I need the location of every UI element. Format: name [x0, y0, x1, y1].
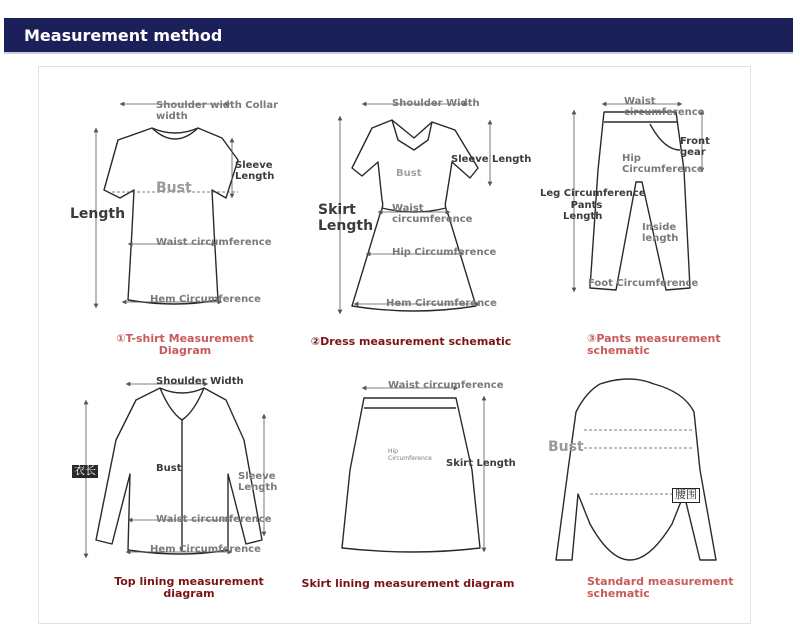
- dress-sleeve-label: Sleeve Length: [451, 154, 532, 165]
- standard-caption: Standard measurement schematic: [587, 575, 734, 600]
- top-caption: Top lining measurement diagram: [114, 575, 264, 600]
- pants-outline: [590, 112, 690, 290]
- top-length-label: 衣长: [74, 465, 96, 477]
- top-bust-label: Bust: [156, 463, 182, 474]
- skirt-caption: Skirt lining measurement diagram: [301, 577, 515, 590]
- tshirt-caption: ①T-shirt Measurement Diagram: [116, 332, 254, 357]
- top-waist-label: Waist circumference: [156, 514, 272, 525]
- skirt-hip-label: Hip Circumference: [388, 448, 432, 462]
- dress-hem-label: Hem Circumference: [386, 298, 497, 309]
- top-shoulder-label: Shoulder Width: [156, 376, 244, 387]
- skirt-length-label: Skirt Length: [446, 458, 516, 469]
- top-hem-label: Hem Circumference: [150, 544, 261, 555]
- skirt-outline: [342, 398, 480, 552]
- pants-length-label: Pants Length: [563, 200, 603, 222]
- dress-waist-label: Waist circumference: [392, 203, 473, 225]
- standard-waist-label: 腰围: [672, 488, 700, 503]
- pants-hip-label: Hip Circumference: [622, 153, 704, 175]
- standard-bust-label: Bust: [548, 439, 584, 455]
- dress-bust-label: Bust: [396, 168, 422, 179]
- tshirt-hem-label: Hem Circumference: [150, 294, 261, 305]
- tshirt-sleeve-label: Sleeve Length: [235, 160, 275, 182]
- dress-length-label: Skirt Length: [318, 202, 374, 234]
- tshirt-waist-label: Waist circumference: [156, 237, 272, 248]
- tshirt-bust-label: Bust: [156, 180, 192, 196]
- tshirt-length-label: Length: [70, 206, 126, 222]
- tshirt-shoulder-label: Shoulder width Collar width: [156, 100, 279, 122]
- page-title: Measurement method: [24, 26, 223, 45]
- pants-leg-label: Leg Circumference: [540, 188, 646, 199]
- pants-caption: ③Pants measurement schematic: [587, 332, 721, 357]
- dress-hip-label: Hip Circumference: [392, 247, 497, 258]
- top-sleeve-label: Sleeve Length: [238, 471, 278, 493]
- dress-shoulder-label: Shoulder Width: [392, 98, 480, 109]
- body-outline: [556, 379, 716, 560]
- pants-waist-label: Waist circumference: [624, 96, 705, 118]
- pants-front-gear-label: Front gear: [680, 136, 710, 158]
- pants-pocket: [650, 124, 680, 150]
- pants-inside-label: Inside length: [642, 222, 679, 244]
- dress-caption: ②Dress measurement schematic: [310, 335, 512, 348]
- pants-foot-label: Foot Circumference: [588, 278, 699, 289]
- skirt-waist-label: Waist circumference: [388, 380, 504, 391]
